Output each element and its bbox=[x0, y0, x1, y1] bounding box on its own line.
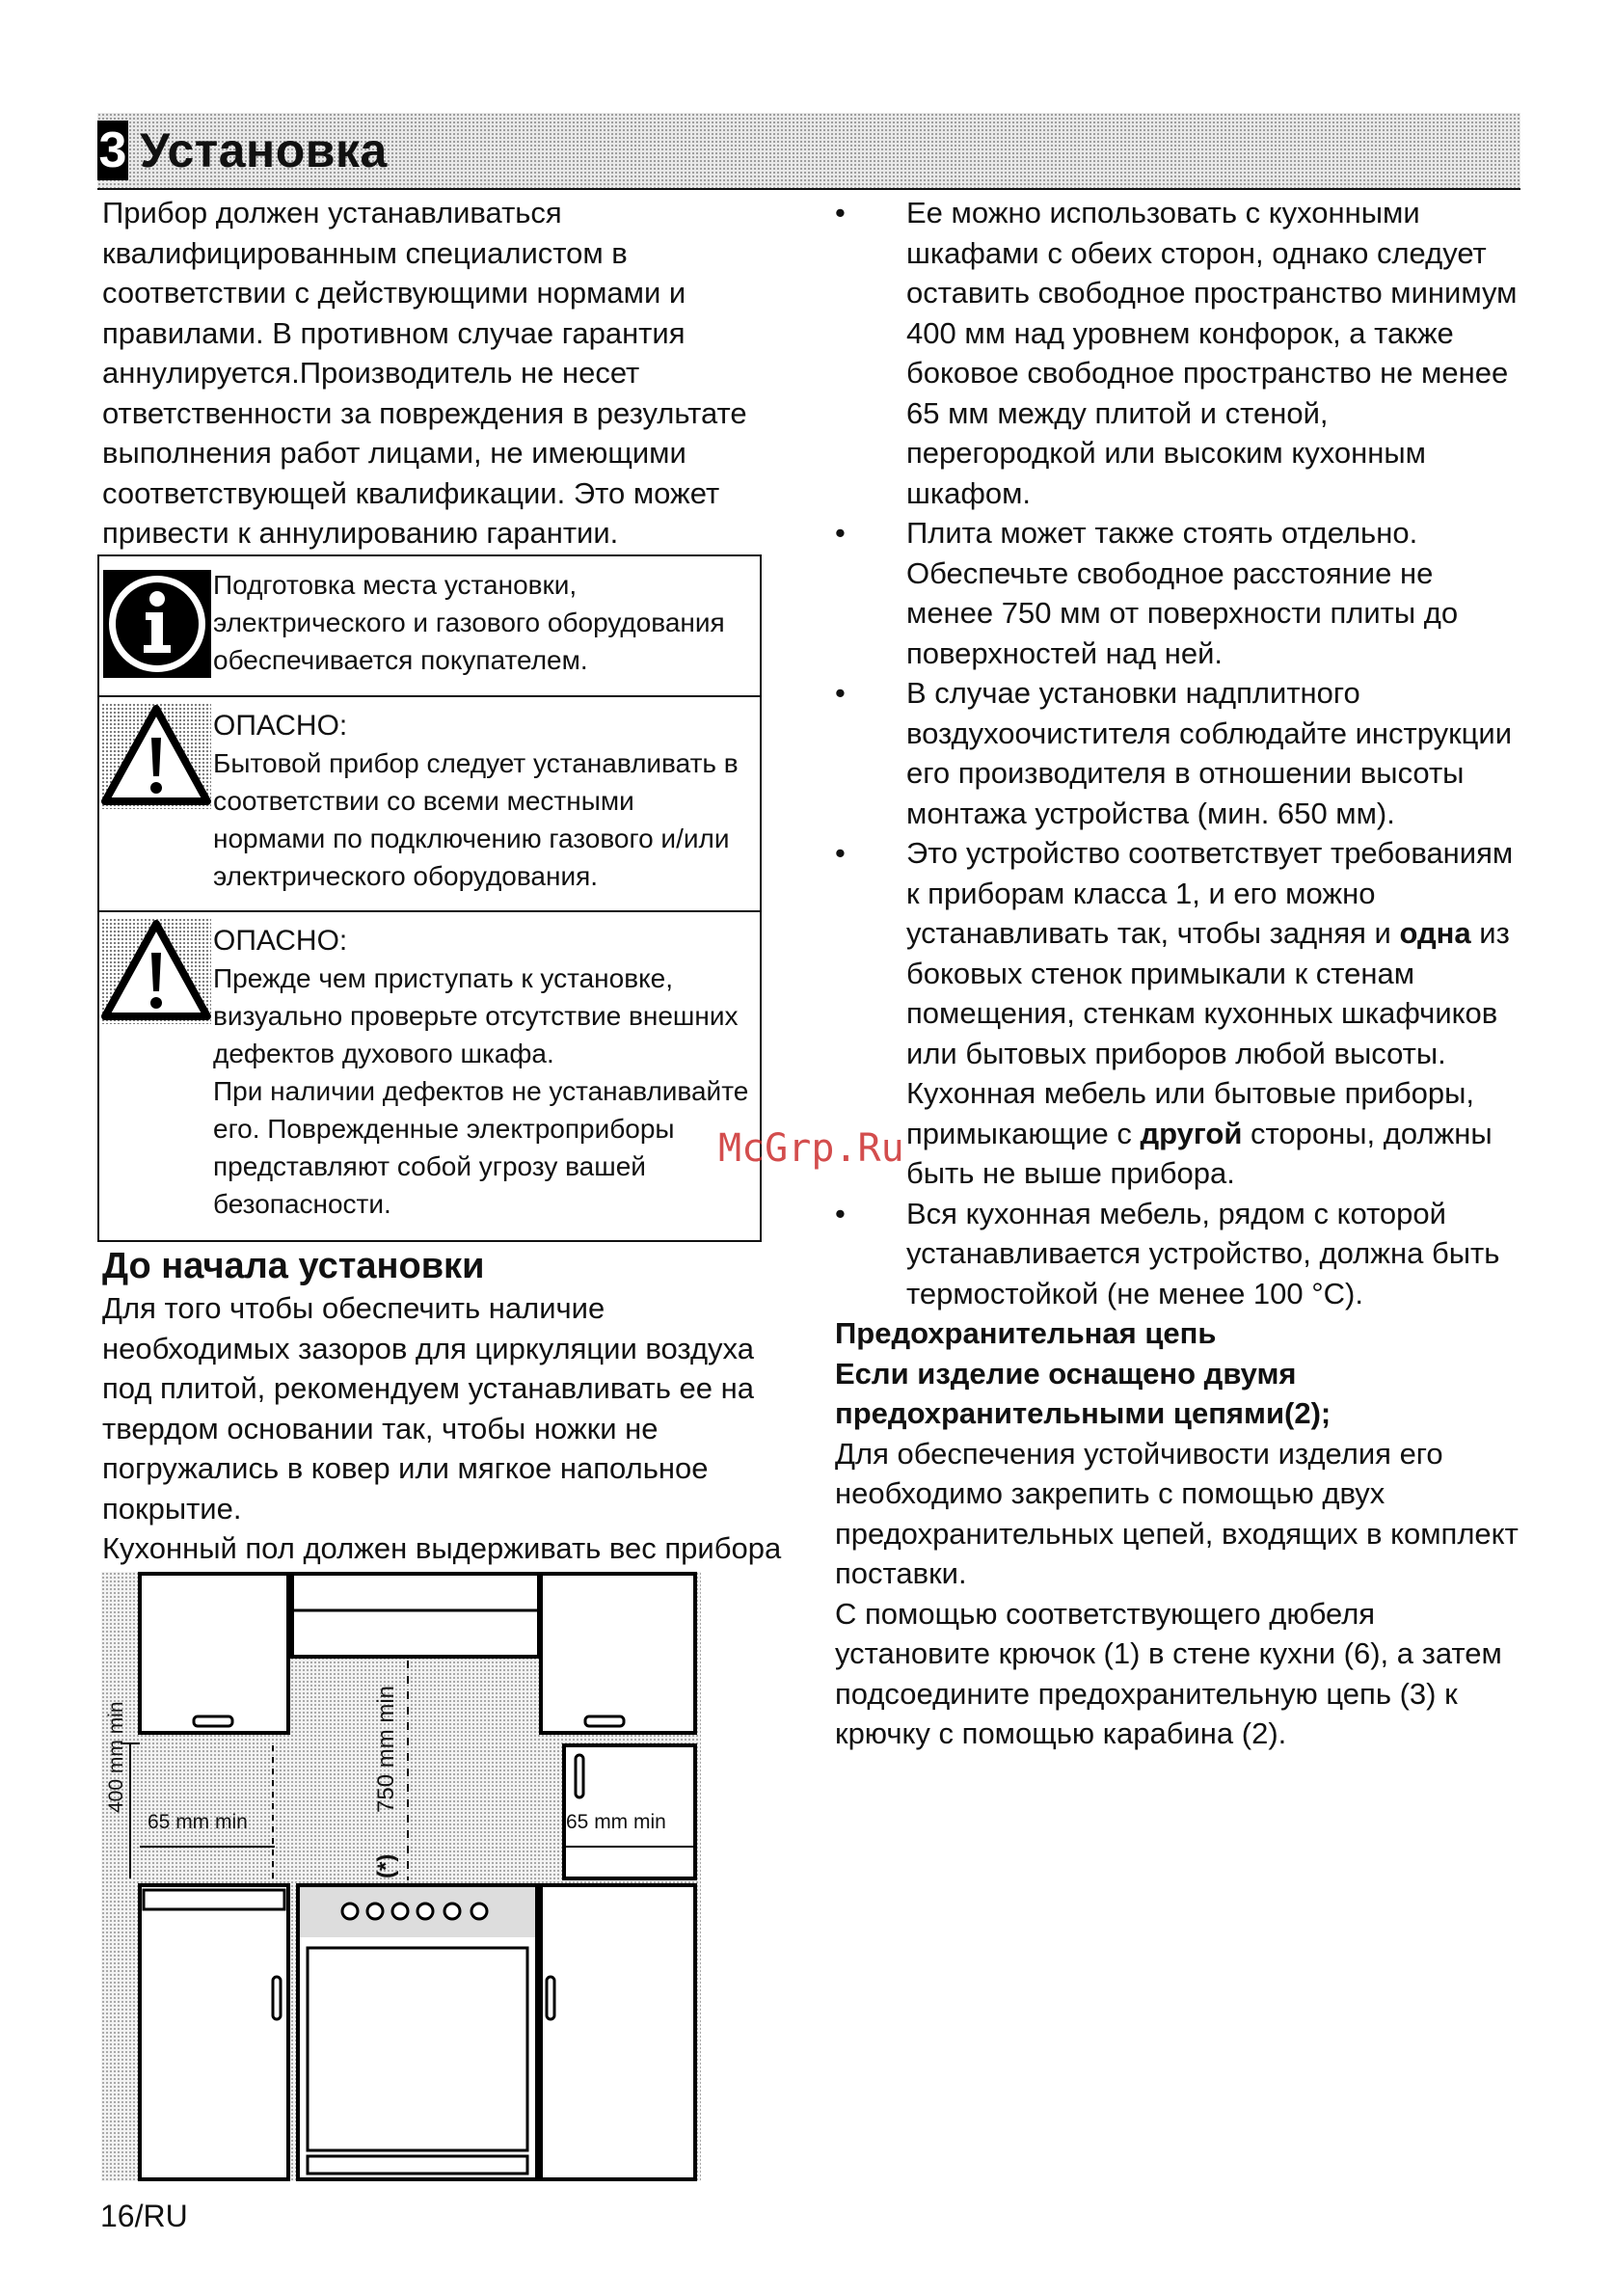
warning-1-title: ОПАСНО: bbox=[213, 710, 348, 742]
before-install-p2: Кухонный пол должен выдерживать вес прибора bbox=[102, 1531, 782, 1565]
label-750mm: 750 mm min bbox=[373, 1685, 399, 1813]
label-400mm: 400 mm min bbox=[105, 1701, 127, 1813]
section-header bbox=[97, 113, 1520, 190]
bullet-4-text-a: Это устройство соответствует требованиям к приборам класса 1, и его можно устанавливать так, чтобы задняя и bbox=[906, 836, 1514, 950]
label-65mm-right: 65 mm min bbox=[566, 1811, 666, 1833]
intro-paragraph: Прибор должен устанавливаться квалифицированным специалистом в соответствии с действующими нормами и правилами. В противном случае гарантия аннулируется.Производитель не несет ответственности за повреждения в результате выполнения работ лицами, не имеющими соответствующей квалификации. Это может привести к аннулированию гарантии. bbox=[102, 196, 747, 550]
intro-block bbox=[102, 193, 787, 554]
bullet-5-text: Вся кухонная мебель, рядом с которой устанавливается устройство, должна быть термостойкой (не менее 100 °C). bbox=[906, 1196, 1500, 1310]
bullet-symbol: • bbox=[835, 196, 846, 230]
section-number: 3 bbox=[98, 122, 127, 178]
section-title: Установка bbox=[140, 123, 388, 177]
safety-chain-subheading: Если изделие оснащено двумя предохранительными цепями(2); bbox=[835, 1356, 1332, 1430]
warning-box-1 bbox=[97, 695, 762, 912]
warning-2-text-1: Прежде чем приступать к установке, визуально проверьте отсутствие внешних дефектов духового шкафа. bbox=[213, 963, 739, 1068]
watermark: McGrp.Ru bbox=[718, 1126, 904, 1171]
label-star: (*) bbox=[373, 1853, 399, 1878]
bullet-symbol: • bbox=[835, 516, 846, 550]
bullet-2-text: Плита может также стоять отдельно. Обеспечьте свободное расстояние не менее 750 мм от поверхности плиты до поверхностей над ней. bbox=[906, 516, 1459, 670]
bullet-symbol: • bbox=[835, 676, 846, 710]
safety-chain-p1: Для обеспечения устойчивости изделия его необходимо закрепить с помощью двух предохранительных цепей, входящих в комплект поставки. bbox=[835, 1436, 1519, 1590]
bullet-4-text-c: стороны, должны быть не выше прибора. bbox=[906, 1116, 1493, 1190]
bullet-4-bold-1: одна bbox=[1399, 916, 1471, 950]
before-install-block bbox=[102, 1244, 787, 1608]
warning-box-2 bbox=[97, 910, 762, 1242]
list-item bbox=[835, 513, 1520, 673]
warning-2-title: ОПАСНО: bbox=[213, 925, 348, 957]
before-install-title: До начала установки bbox=[102, 1246, 485, 1286]
info-text: Подготовка места установки, электрического и газового оборудования обеспечивается покупателем. bbox=[213, 570, 725, 675]
bullet-3-text: В случае установки надплитного воздухоочистителя соблюдайте инструкции его производителя в отношении высоты монтажа устройства (мин. 650 мм). bbox=[906, 676, 1513, 830]
warning-2-text-2: При наличии дефектов не устанавливайте его. Поврежденные электроприборы представляют собой угрозу вашей безопасности. bbox=[213, 1076, 749, 1219]
info-box bbox=[97, 554, 762, 697]
warning-1-content bbox=[213, 707, 753, 895]
warning-triangle-icon bbox=[101, 703, 211, 809]
bullet-symbol: • bbox=[835, 836, 846, 870]
right-column bbox=[835, 193, 1520, 1754]
warning-triangle-icon bbox=[101, 918, 211, 1024]
info-icon bbox=[103, 570, 211, 678]
safety-chain-heading: Предохранительная цепь bbox=[835, 1316, 1217, 1350]
list-item bbox=[835, 673, 1520, 833]
list-item bbox=[835, 833, 1520, 1194]
list-item bbox=[835, 1194, 1520, 1314]
bullet-1-text: Ее можно использовать с кухонными шкафами с обеих сторон, однако следует оставить свободное пространство минимум 400 мм над уровнем конфорок, а также боковое свободное пространство не менее 65 мм между плитой и стеной, перегородкой или высоким кухонным шкафом. bbox=[906, 196, 1518, 510]
safety-chain-p2: С помощью соответствующего дюбеля установите крючок (1) в стене кухни (6), а затем подсоедините предохранительную цепь (3) к крючку с помощью карабина (2). bbox=[835, 1596, 1502, 1750]
bullet-4-text-b: из боковых стенок примыкали к стенам помещения, стенкам кухонных шкафчиков или бытовых приборов любой высоты. Кухонная мебель или бытовые приборы, примыкающие с bbox=[906, 916, 1510, 1150]
installation-diagram bbox=[101, 1572, 701, 2181]
list-item bbox=[835, 193, 1520, 513]
bullet-symbol: • bbox=[835, 1196, 846, 1230]
before-install-p1: Для того чтобы обеспечить наличие необходимых зазоров для циркуляции воздуха под плитой, рекомендуем устанавливать ее на твердом основании так, чтобы ножки не погружались в ковер или мягкое напольное покрытие. bbox=[102, 1291, 754, 1526]
warning-1-text: Бытовой прибор следует устанавливать в соответствии со всеми местными нормами по подключению газового и/или электрического оборудования. bbox=[213, 748, 739, 891]
bullet-4-bold-2: другой bbox=[1140, 1116, 1243, 1150]
warning-2-content bbox=[213, 922, 753, 1223]
label-65mm-left: 65 mm min bbox=[148, 1811, 248, 1833]
page-number: 16/RU bbox=[100, 2199, 188, 2233]
